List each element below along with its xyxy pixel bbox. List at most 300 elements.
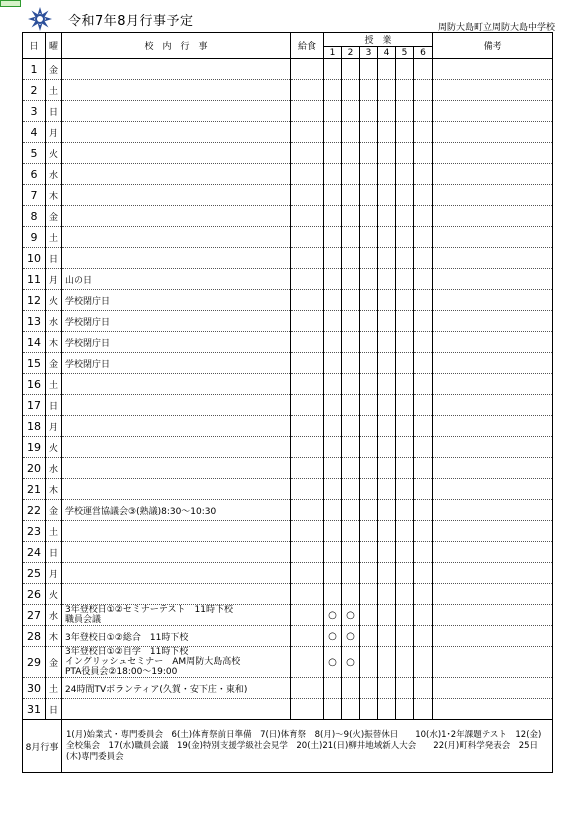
lesson-cell-3 (360, 122, 378, 143)
lunch-cell (291, 227, 324, 248)
day-row (23, 416, 553, 437)
monthly-events-text: 1(月)始業式・専門委員会 6(土)体育祭前日準備 7(日)体育祭 8(月)～9(火)振替休日 10(水)1･2年課題テスト 12(金)全校集会 17(水)職員会議 19(金)特別支援学級社会見学 20(土)21(日)柳井地域新人大会 22(月)町科学発表会 25日(木)専門委員会 (62, 720, 553, 773)
notes-cell (433, 290, 553, 311)
lesson-cell-2 (342, 353, 360, 374)
lesson-cell-2 (342, 437, 360, 458)
lunch-cell (291, 395, 324, 416)
event-text (62, 699, 291, 720)
lesson-cell-6 (414, 332, 433, 353)
event-text (62, 206, 291, 227)
weekday: 水 (46, 605, 62, 626)
lesson-cell-5 (396, 647, 414, 678)
lesson-cell-1 (324, 678, 342, 699)
lesson-cell-3 (360, 353, 378, 374)
lesson-cell-1 (324, 437, 342, 458)
event-text: 3年登校日①②セミナーテスト 11時下校 職員会議 (62, 605, 291, 626)
day-row (23, 479, 553, 500)
day-row (23, 678, 553, 699)
lesson-cell-3 (360, 164, 378, 185)
event-text (62, 227, 291, 248)
lunch-cell (291, 437, 324, 458)
notes-cell (433, 101, 553, 122)
event-text (62, 584, 291, 605)
lesson-cell-3 (360, 332, 378, 353)
day-number: 22 (23, 500, 46, 521)
day-row (23, 521, 553, 542)
lesson-cell-2 (342, 311, 360, 332)
lunch-cell (291, 311, 324, 332)
lesson-cell-6 (414, 542, 433, 563)
lesson-cell-3 (360, 605, 378, 626)
lesson-cell-6 (414, 206, 433, 227)
lesson-cell-1: ○ (324, 626, 342, 647)
lunch-cell (291, 143, 324, 164)
lesson-cell-4 (378, 500, 396, 521)
lesson-cell-1 (324, 479, 342, 500)
lunch-cell (291, 290, 324, 311)
day-row (23, 269, 553, 290)
notes-cell (433, 521, 553, 542)
day-number: 24 (23, 542, 46, 563)
lesson-cell-6 (414, 437, 433, 458)
lunch-cell (291, 353, 324, 374)
header-notes: 備考 (433, 33, 553, 59)
day-number: 4 (23, 122, 46, 143)
day-number: 8 (23, 206, 46, 227)
lesson-cell-2 (342, 521, 360, 542)
lesson-cell-6 (414, 374, 433, 395)
lesson-cell-1 (324, 416, 342, 437)
day-row (23, 605, 553, 626)
lesson-cell-2 (342, 227, 360, 248)
lesson-cell-6 (414, 563, 433, 584)
lesson-cell-4 (378, 605, 396, 626)
lesson-cell-2 (342, 101, 360, 122)
day-number: 12 (23, 290, 46, 311)
lesson-cell-5 (396, 290, 414, 311)
lesson-cell-6 (414, 290, 433, 311)
lesson-cell-2 (342, 248, 360, 269)
lesson-cell-5 (396, 542, 414, 563)
weekday: 土 (46, 678, 62, 699)
school-name: 周防大島町立周防大島中学校 (437, 23, 555, 33)
lesson-cell-2 (342, 542, 360, 563)
lesson-cell-3 (360, 584, 378, 605)
lesson-cell-1 (324, 269, 342, 290)
event-text: 学校閉庁日 (62, 311, 291, 332)
lunch-cell (291, 374, 324, 395)
event-text (62, 542, 291, 563)
lesson-cell-6 (414, 248, 433, 269)
weekday: 金 (46, 353, 62, 374)
day-number: 2 (23, 80, 46, 101)
monthly-events-label: 8月行事 (23, 720, 62, 773)
notes-cell (433, 206, 553, 227)
weekday: 金 (46, 206, 62, 227)
lesson-cell-2: ○ (342, 647, 360, 678)
lesson-cell-3 (360, 227, 378, 248)
header-period-3: 3 (360, 47, 378, 59)
day-row (23, 80, 553, 101)
day-row (23, 164, 553, 185)
day-row (23, 59, 553, 80)
day-row (23, 647, 553, 678)
lesson-cell-4 (378, 584, 396, 605)
lesson-cell-6 (414, 164, 433, 185)
weekday: 日 (46, 395, 62, 416)
day-number: 7 (23, 185, 46, 206)
lesson-cell-2 (342, 479, 360, 500)
lesson-cell-4 (378, 101, 396, 122)
lesson-cell-1 (324, 374, 342, 395)
weekday: 水 (46, 164, 62, 185)
notes-cell (433, 437, 553, 458)
weekday: 木 (46, 479, 62, 500)
weekday: 火 (46, 584, 62, 605)
day-row (23, 248, 553, 269)
day-number: 6 (23, 164, 46, 185)
day-number: 26 (23, 584, 46, 605)
lesson-cell-2 (342, 206, 360, 227)
sheet-tab-marker (0, 0, 21, 7)
weekday: 水 (46, 458, 62, 479)
notes-cell (433, 605, 553, 626)
lunch-cell (291, 699, 324, 720)
weekday: 土 (46, 374, 62, 395)
notes-cell (433, 353, 553, 374)
notes-cell (433, 122, 553, 143)
lesson-cell-6 (414, 143, 433, 164)
lesson-cell-3 (360, 59, 378, 80)
notes-cell (433, 59, 553, 80)
lesson-cell-2 (342, 678, 360, 699)
lesson-cell-1 (324, 353, 342, 374)
lesson-cell-1 (324, 143, 342, 164)
lesson-cell-4 (378, 678, 396, 699)
lesson-cell-3 (360, 479, 378, 500)
lesson-cell-4 (378, 542, 396, 563)
lesson-cell-6 (414, 311, 433, 332)
day-row (23, 395, 553, 416)
header-row-top (23, 33, 553, 47)
lesson-cell-5 (396, 699, 414, 720)
lesson-cell-1: ○ (324, 647, 342, 678)
lesson-cell-5 (396, 101, 414, 122)
header-weekday: 曜 (46, 33, 62, 59)
weekday: 金 (46, 500, 62, 521)
lesson-cell-1 (324, 332, 342, 353)
day-row (23, 500, 553, 521)
weekday: 火 (46, 143, 62, 164)
lesson-cell-2 (342, 699, 360, 720)
monthly-events-row (23, 720, 553, 773)
lesson-cell-6 (414, 479, 433, 500)
lesson-cell-2 (342, 416, 360, 437)
lesson-cell-2 (342, 563, 360, 584)
day-row (23, 699, 553, 720)
lesson-cell-5 (396, 122, 414, 143)
weekday: 月 (46, 563, 62, 584)
event-text: 3年登校日①②自学 11時下校 イングリッシュセミナー AM周防大島高校 PTA役員会②18:00～19:00 (62, 647, 291, 678)
lesson-cell-2: ○ (342, 626, 360, 647)
lunch-cell (291, 647, 324, 678)
lunch-cell (291, 626, 324, 647)
day-number: 9 (23, 227, 46, 248)
lesson-cell-5 (396, 521, 414, 542)
lesson-cell-1 (324, 290, 342, 311)
event-text: 学校運営協議会③(熟議)8:30～10:30 (62, 500, 291, 521)
day-number: 5 (23, 143, 46, 164)
lesson-cell-3 (360, 678, 378, 699)
header-period-6: 6 (414, 47, 433, 59)
lunch-cell (291, 164, 324, 185)
lunch-cell (291, 59, 324, 80)
weekday: 土 (46, 521, 62, 542)
lesson-cell-5 (396, 626, 414, 647)
lesson-cell-1 (324, 80, 342, 101)
weekday: 木 (46, 626, 62, 647)
lesson-cell-6 (414, 101, 433, 122)
weekday: 月 (46, 416, 62, 437)
lesson-cell-5 (396, 248, 414, 269)
notes-cell (433, 269, 553, 290)
lesson-cell-4 (378, 437, 396, 458)
day-row (23, 185, 553, 206)
lesson-cell-2 (342, 584, 360, 605)
lesson-cell-3 (360, 647, 378, 678)
day-number: 16 (23, 374, 46, 395)
lesson-cell-1 (324, 395, 342, 416)
lesson-cell-6 (414, 416, 433, 437)
lesson-cell-5 (396, 185, 414, 206)
day-row (23, 332, 553, 353)
lunch-cell (291, 185, 324, 206)
notes-cell (433, 647, 553, 678)
lesson-cell-5 (396, 563, 414, 584)
notes-cell (433, 143, 553, 164)
weekday: 日 (46, 248, 62, 269)
lunch-cell (291, 458, 324, 479)
lesson-cell-4 (378, 332, 396, 353)
weekday: 月 (46, 122, 62, 143)
lesson-cell-2 (342, 164, 360, 185)
lunch-cell (291, 678, 324, 699)
lesson-cell-3 (360, 626, 378, 647)
day-number: 29 (23, 647, 46, 678)
lesson-cell-4 (378, 227, 396, 248)
notes-cell (433, 374, 553, 395)
lesson-cell-6 (414, 458, 433, 479)
day-row (23, 563, 553, 584)
lesson-cell-2 (342, 290, 360, 311)
event-text: 学校閉庁日 (62, 353, 291, 374)
notes-cell (433, 164, 553, 185)
day-row (23, 542, 553, 563)
notes-cell (433, 458, 553, 479)
day-row (23, 626, 553, 647)
lesson-cell-6 (414, 500, 433, 521)
day-row (23, 353, 553, 374)
lesson-cell-3 (360, 500, 378, 521)
lesson-cell-5 (396, 437, 414, 458)
lesson-cell-5 (396, 605, 414, 626)
notes-cell (433, 185, 553, 206)
lesson-cell-1 (324, 542, 342, 563)
lesson-cell-4 (378, 269, 396, 290)
day-number: 1 (23, 59, 46, 80)
day-number: 17 (23, 395, 46, 416)
lesson-cell-2: ○ (342, 605, 360, 626)
notes-cell (433, 332, 553, 353)
weekday: 金 (46, 647, 62, 678)
page-title: 令和7年8月行事予定 (68, 14, 194, 29)
day-number: 19 (23, 437, 46, 458)
lesson-cell-4 (378, 395, 396, 416)
lunch-cell (291, 122, 324, 143)
notes-cell (433, 416, 553, 437)
header-period-4: 4 (378, 47, 396, 59)
lesson-cell-1 (324, 248, 342, 269)
event-text (62, 143, 291, 164)
weekday: 日 (46, 699, 62, 720)
lesson-cell-4 (378, 122, 396, 143)
lunch-cell (291, 500, 324, 521)
lunch-cell (291, 101, 324, 122)
lesson-cell-5 (396, 80, 414, 101)
lesson-cell-1 (324, 206, 342, 227)
weekday: 日 (46, 101, 62, 122)
lesson-cell-2 (342, 269, 360, 290)
weekday: 水 (46, 311, 62, 332)
lesson-cell-5 (396, 584, 414, 605)
lunch-cell (291, 332, 324, 353)
lesson-cell-5 (396, 269, 414, 290)
day-number: 30 (23, 678, 46, 699)
notes-cell (433, 678, 553, 699)
event-text (62, 521, 291, 542)
lesson-cell-3 (360, 416, 378, 437)
weekday: 金 (46, 59, 62, 80)
header-period-5: 5 (396, 47, 414, 59)
lesson-cell-3 (360, 206, 378, 227)
lesson-cell-1 (324, 185, 342, 206)
lesson-cell-3 (360, 395, 378, 416)
lesson-cell-6 (414, 80, 433, 101)
lesson-cell-2 (342, 59, 360, 80)
lesson-cell-4 (378, 563, 396, 584)
lesson-cell-6 (414, 185, 433, 206)
lesson-cell-6 (414, 395, 433, 416)
lesson-cell-4 (378, 143, 396, 164)
lesson-cell-4 (378, 185, 396, 206)
lesson-cell-6 (414, 584, 433, 605)
notes-cell (433, 395, 553, 416)
lesson-cell-6 (414, 59, 433, 80)
lesson-cell-3 (360, 563, 378, 584)
lesson-cell-3 (360, 458, 378, 479)
lesson-cell-2 (342, 458, 360, 479)
lesson-cell-4 (378, 374, 396, 395)
weekday: 木 (46, 185, 62, 206)
event-text (62, 437, 291, 458)
lesson-cell-4 (378, 626, 396, 647)
lunch-cell (291, 248, 324, 269)
lesson-cell-1 (324, 500, 342, 521)
lesson-cell-1 (324, 122, 342, 143)
day-row (23, 227, 553, 248)
school-emblem-icon (28, 7, 52, 31)
lesson-cell-3 (360, 374, 378, 395)
lesson-cell-3 (360, 269, 378, 290)
event-text (62, 101, 291, 122)
lesson-cell-1 (324, 59, 342, 80)
day-row (23, 206, 553, 227)
notes-cell (433, 80, 553, 101)
lesson-cell-2 (342, 80, 360, 101)
day-number: 11 (23, 269, 46, 290)
lesson-cell-4 (378, 699, 396, 720)
lesson-cell-1 (324, 227, 342, 248)
day-row (23, 143, 553, 164)
day-number: 10 (23, 248, 46, 269)
lesson-cell-3 (360, 80, 378, 101)
event-text (62, 164, 291, 185)
lesson-cell-5 (396, 678, 414, 699)
weekday: 火 (46, 437, 62, 458)
lesson-cell-4 (378, 59, 396, 80)
day-row (23, 584, 553, 605)
notes-cell (433, 699, 553, 720)
lesson-cell-6 (414, 269, 433, 290)
day-number: 20 (23, 458, 46, 479)
lesson-cell-4 (378, 416, 396, 437)
lesson-cell-4 (378, 521, 396, 542)
lesson-cell-2 (342, 185, 360, 206)
weekday: 火 (46, 290, 62, 311)
lesson-cell-4 (378, 80, 396, 101)
lesson-cell-1 (324, 164, 342, 185)
day-row (23, 290, 553, 311)
lesson-cell-1 (324, 311, 342, 332)
lesson-cell-1: ○ (324, 605, 342, 626)
lesson-cell-2 (342, 332, 360, 353)
event-text: 学校閉庁日 (62, 290, 291, 311)
weekday: 土 (46, 227, 62, 248)
header-day: 日 (23, 33, 46, 59)
day-row (23, 437, 553, 458)
notes-cell (433, 500, 553, 521)
lesson-cell-6 (414, 605, 433, 626)
lunch-cell (291, 80, 324, 101)
day-row (23, 374, 553, 395)
day-number: 25 (23, 563, 46, 584)
day-number: 27 (23, 605, 46, 626)
lesson-cell-4 (378, 206, 396, 227)
weekday: 木 (46, 332, 62, 353)
lunch-cell (291, 605, 324, 626)
notes-cell (433, 542, 553, 563)
lesson-cell-4 (378, 290, 396, 311)
notes-cell (433, 626, 553, 647)
lesson-cell-6 (414, 227, 433, 248)
lesson-cell-6 (414, 678, 433, 699)
lesson-cell-4 (378, 458, 396, 479)
event-text (62, 395, 291, 416)
lesson-cell-5 (396, 458, 414, 479)
lesson-cell-2 (342, 122, 360, 143)
lunch-cell (291, 416, 324, 437)
lesson-cell-5 (396, 395, 414, 416)
